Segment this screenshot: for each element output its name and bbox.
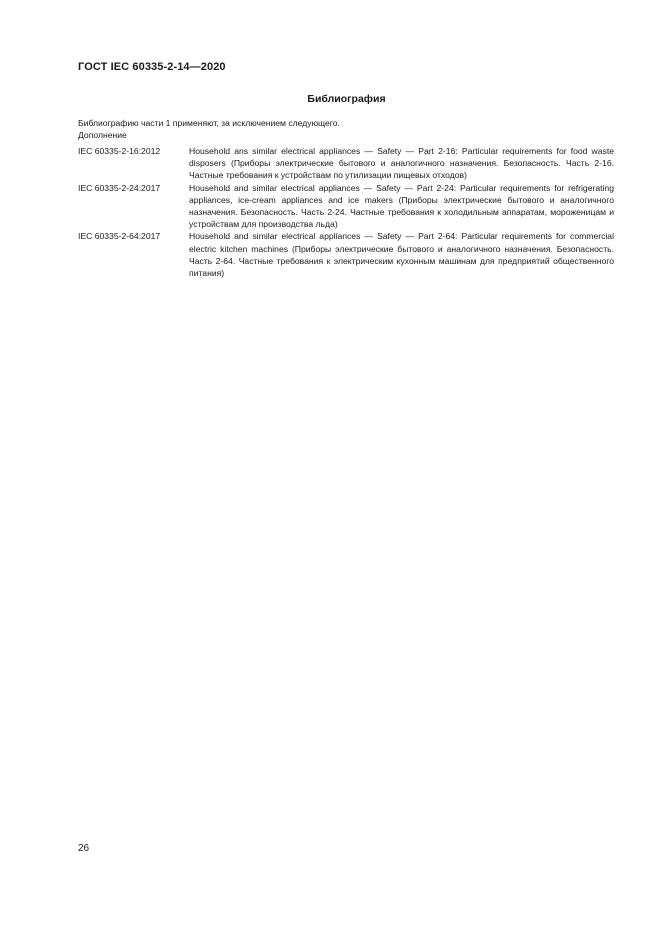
bibliography-entry-code: IEC 60335-2-64:2017 bbox=[78, 231, 161, 242]
bibliography-list bbox=[78, 145, 614, 279]
document-code: ГОСТ IEC 60335-2-14—2020 bbox=[78, 61, 226, 73]
section-title: Библиография bbox=[307, 93, 386, 105]
bibliography-entry-code: IEC 60335-2-16:2012 bbox=[78, 146, 161, 156]
bibliography-entry-text: Household and similar electrical appliances — Safety — Part 2-24: Particular requirements for refrigerating appliances, ice-cream appliances and ice makers (Приборы электрические бытового и аналогичного назначения. Безопасность. Часть 2-24. Частные требования к холодильным аппаратам, мороженицам и устройствам для производства льда) bbox=[189, 182, 614, 230]
intro-addition-label: Дополнение bbox=[78, 130, 127, 140]
page-number: 26 bbox=[78, 843, 90, 854]
intro-text: Библиографию части 1 применяют, за исключением следующего. bbox=[78, 118, 340, 128]
bibliography-entry bbox=[78, 182, 614, 231]
intro-block bbox=[78, 117, 340, 141]
bibliography-entry-code: IEC 60335-2-24:2017 bbox=[78, 182, 161, 193]
bibliography-entry-text: Household ans similar electrical appliances — Safety — Part 2-16: Particular requirements for food waste disposers (Приборы электрические бытового и аналогичного назначения. Безопасность. Часть 2-16. Частные требования к устройствам по утилизации пищевых отходов) bbox=[189, 146, 614, 181]
bibliography-entry bbox=[78, 230, 614, 279]
bibliography-entry-text: Household and similar electrical appliances — Safety — Part 2-64: Particular requirements for commercial electric kitchen machines (Приборы электрические бытового и аналогичного назначения. Безопасность. Часть 2-64. Частные требования к электрическим кухонным машинам для предприятий общественного питания) bbox=[189, 231, 614, 279]
bibliography-entry bbox=[78, 145, 614, 182]
